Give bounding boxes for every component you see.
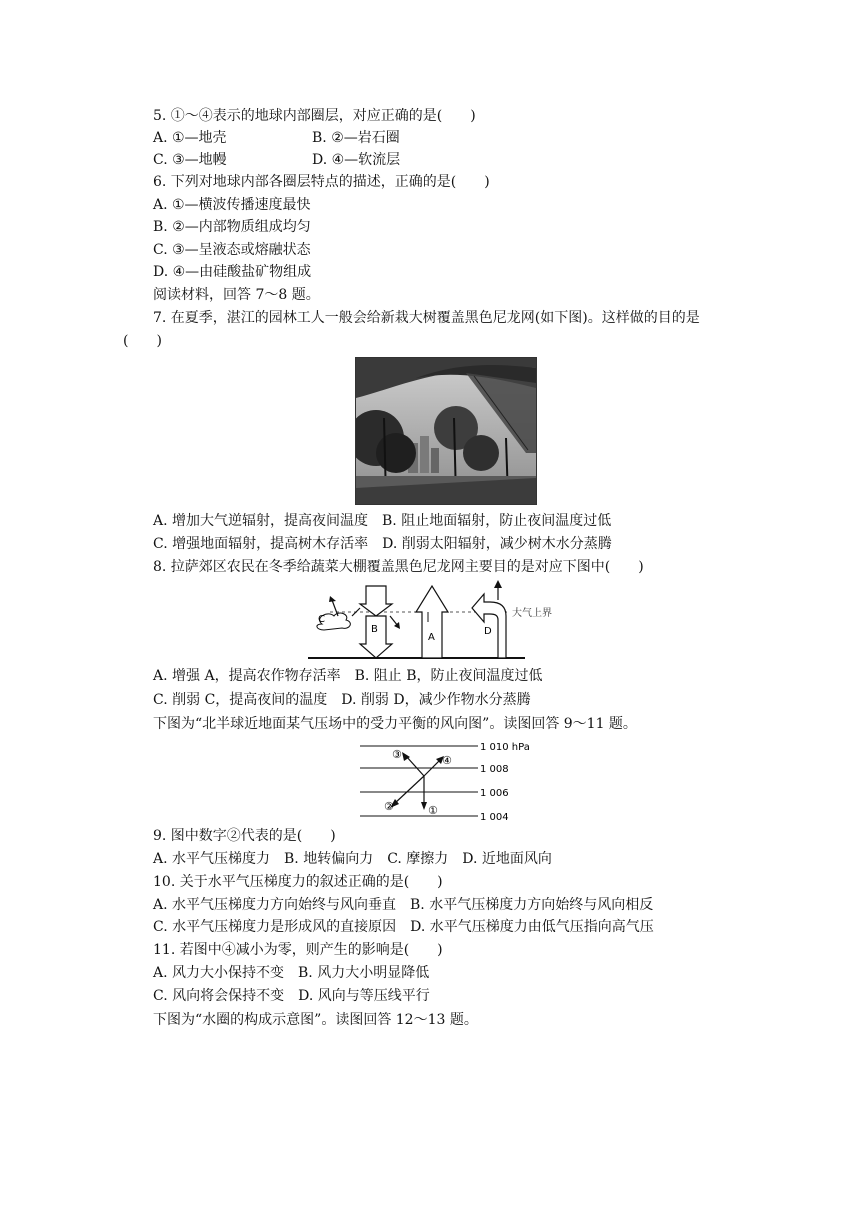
q6-option-a: A. ①—横波传播速度最快 (153, 197, 311, 213)
radiation-diagram (300, 580, 560, 662)
q8-options-cd: C. 削弱 C，提高夜间的温度 D. 削弱 D，减少作物水分蒸腾 (153, 692, 531, 708)
q11-options-cd: C. 风向将会保持不变 D. 风向与等压线平行 (153, 988, 430, 1004)
q6-option-d: D. ④—由硅酸盐矿物组成 (153, 264, 312, 280)
wind-force-diagram (358, 738, 538, 826)
isobar-label-1004: 1 004 (480, 812, 509, 823)
vector-3 (406, 756, 424, 776)
mark-4: ④ (442, 754, 452, 767)
q10-stem: 10. 关于水平气压梯度力的叙述正确的是( ) (153, 874, 443, 890)
q6-option-b: B. ②—内部物质组成均匀 (153, 219, 311, 235)
label-d: D (484, 626, 492, 637)
mark-3: ③ (392, 748, 402, 761)
q6-stem: 6. 下列对地球内部各圈层特点的描述，正确的是( ) (153, 174, 490, 190)
q11-options-ab: A. 风力大小保持不变 B. 风力大小明显降低 (153, 965, 430, 981)
q5-option-b: B. ②—岩石圈 (312, 130, 400, 146)
q7-stem: 7. 在夏季，湛江的园林工人一般会给新栽大树覆盖黑色尼龙网(如下图)。这样做的目的是 (153, 310, 700, 326)
label-a: A (428, 632, 435, 643)
mark-2: ② (384, 800, 394, 813)
mark-1: ① (428, 804, 438, 817)
label-b: B (371, 624, 378, 635)
q10-options-ab: A. 水平气压梯度力方向始终与风向垂直 B. 水平气压梯度力方向始终与风向相反 (153, 897, 654, 913)
shade-net-photo (355, 357, 537, 505)
q11-stem: 11. 若图中④减小为零，则产生的影响是( ) (153, 942, 443, 958)
q7-stem-bracket: ( ) (123, 333, 162, 349)
isobar-label-1010: 1 010 hPa (480, 742, 530, 753)
label-c: C (318, 614, 325, 625)
q8-stem: 8. 拉萨郊区农民在冬季给蔬菜大棚覆盖黑色尼龙网主要目的是对应下图中( ) (153, 559, 644, 575)
arrow-a (416, 586, 448, 658)
arrow-b (360, 616, 392, 658)
isobar-label-1008: 1 008 (480, 764, 509, 775)
q9-stem: 9. 图中数字②代表的是( ) (153, 828, 336, 844)
isobar-label-1006: 1 006 (480, 788, 509, 799)
q5-stem: 5. ①～④表示的地球内部圈层，对应正确的是( ) (153, 108, 476, 124)
intro-9-11: 下图为“北半球近地面某气压场中的受力平衡的风向图”。读图回答 9～11 题。 (153, 716, 637, 732)
arrow-b-top (360, 586, 392, 616)
q7-options-ab: A. 增加大气逆辐射，提高夜间温度 B. 阻止地面辐射，防止夜间温度过低 (153, 513, 612, 529)
intro-12-13: 下图为“水圈的构成示意图”。读图回答 12～13 题。 (153, 1012, 478, 1028)
atmosphere-top-label: 大气上界 (512, 608, 552, 619)
intro-7-8: 阅读材料，回答 7～8 题。 (153, 287, 320, 303)
q5-option-a: A. ①—地壳 (153, 130, 227, 146)
q9-options: A. 水平气压梯度力 B. 地转偏向力 C. 摩擦力 D. 近地面风向 (153, 851, 552, 867)
q6-option-c: C. ③—呈液态或熔融状态 (153, 242, 311, 258)
q10-options-cd: C. 水平气压梯度力是形成风的直接原因 D. 水平气压梯度力由低气压指向高气压 (153, 919, 654, 935)
vector-2 (394, 776, 424, 804)
q8-options-ab: A. 增强 A，提高农作物存活率 B. 阻止 B，防止夜间温度过低 (153, 668, 543, 684)
q7-options-cd: C. 增强地面辐射，提高树木存活率 D. 削弱太阳辐射，减少树木水分蒸腾 (153, 536, 612, 552)
q5-option-c: C. ③—地幔 (153, 152, 227, 168)
q5-option-d: D. ④—软流层 (312, 152, 401, 168)
